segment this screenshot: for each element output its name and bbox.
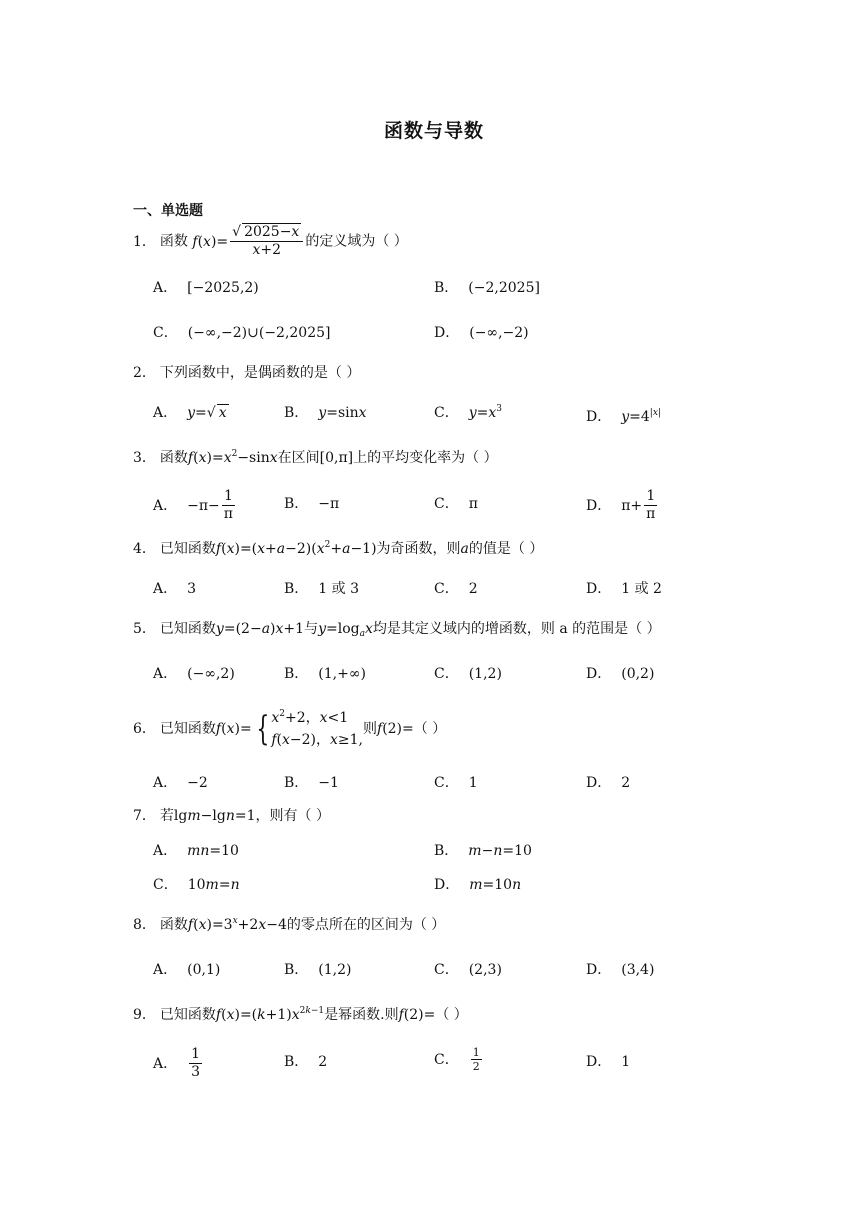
question-2: 2． 下列函数中，是偶函数的是（ ）	[133, 365, 361, 381]
option-d[interactable]: D． 2	[586, 775, 631, 791]
option-c[interactable]: C． π	[434, 496, 478, 512]
option-a[interactable]: A． [−2025,2)	[153, 280, 259, 296]
option-b[interactable]: B． 2	[284, 1054, 328, 1070]
option-c[interactable]: C． $y=x^3$	[434, 404, 503, 421]
option-c[interactable]: C． 1	[434, 775, 478, 791]
question-1	[133, 224, 408, 259]
option-c[interactable]: C． 10m=n	[153, 877, 240, 893]
option-c[interactable]: C． (2,3)	[434, 962, 502, 978]
question-7: 7． 若lgm−lgn=1，则有（ ）	[133, 808, 330, 824]
option-c[interactable]: C． (−∞,−2)∪(−2,2025]	[153, 325, 331, 341]
question-8: 8． 函数$f(x)=3^x+2x-4$的零点所在的区间为（ ）	[133, 916, 446, 933]
question-4: 4． 已知函数$f(x)=(x+a-2)(x^2+a-1)$为奇函数，则a的值是（ ）	[133, 540, 544, 557]
option-a[interactable]: A． −2	[153, 775, 208, 791]
option-b[interactable]: B． (1,2)	[284, 962, 352, 978]
question-text: 函数	[159, 233, 188, 250]
question-text: 的定义域为（ ）	[305, 233, 408, 250]
page-title: 函数与导数	[383, 120, 484, 142]
option-d[interactable]: D． 1	[586, 1054, 631, 1070]
option-d[interactable]: D． $y=4^{|x|}$	[586, 408, 661, 425]
question-text: 下列函数中，是偶函数的是（ ）	[159, 365, 361, 381]
question-6: 6． 已知函数f(x)= { $x^2+2$，x<1 f(x−2)，x≥1, 则f(2)=（ ）	[133, 709, 447, 749]
option-a[interactable]: A． (−∞,2)	[153, 666, 235, 682]
question-5: 5． 已知函数y=(2−a)x+1与$y=\log_ax$均是其定义域内的增函数，则 a 的范围是（ ）	[133, 621, 661, 639]
option-d[interactable]: D． π+ $\frac{1}{\pi}$	[586, 488, 656, 522]
option-b[interactable]: B． 1 或 3	[284, 581, 360, 597]
option-d[interactable]: D． (3,4)	[586, 962, 655, 978]
section-heading: 一、单选题	[133, 203, 203, 219]
option-b[interactable]: B． (−2,2025]	[434, 280, 540, 296]
option-a[interactable]: A． mn=10	[153, 843, 239, 859]
option-c[interactable]: C． $\frac{1}{2}$	[434, 1046, 480, 1073]
question-number: 1．	[133, 233, 156, 250]
formula: f(x)= $\frac{√ 2025-x}{x+2}$	[192, 234, 305, 250]
question-3: 3． 函数$f(x)=x^2-\sin x$在区间[0,π]上的平均变化率为（ ）	[133, 449, 498, 466]
option-a[interactable]: A． (0,1)	[153, 962, 221, 978]
option-b[interactable]: B． y=sinx	[284, 405, 367, 421]
option-d[interactable]: D． (0,2)	[586, 666, 655, 682]
option-b[interactable]: B． −1	[284, 775, 339, 791]
option-d[interactable]: D． m=10n	[434, 877, 522, 893]
option-c[interactable]: C． (1,2)	[434, 666, 502, 682]
option-a[interactable]: A． $\frac{1}{3}$	[153, 1046, 201, 1080]
option-d[interactable]: D． 1 或 2	[586, 581, 662, 597]
option-a[interactable]: A． y=√ x	[153, 405, 227, 421]
option-b[interactable]: B． m−n=10	[434, 843, 532, 859]
option-b[interactable]: B． −π	[284, 496, 340, 512]
option-c[interactable]: C． 2	[434, 581, 478, 597]
option-d[interactable]: D． (−∞,−2)	[434, 325, 529, 341]
option-a[interactable]: A． −π− $\frac{1}{\pi}$	[153, 488, 233, 522]
option-a[interactable]: A． 3	[153, 581, 197, 597]
option-b[interactable]: B． (1,+∞)	[284, 666, 366, 682]
question-9: 9． 已知函数$f(x)=(k+1)x^{2k-1}$是幂函数.则f(2)=（ ）	[133, 1006, 468, 1023]
